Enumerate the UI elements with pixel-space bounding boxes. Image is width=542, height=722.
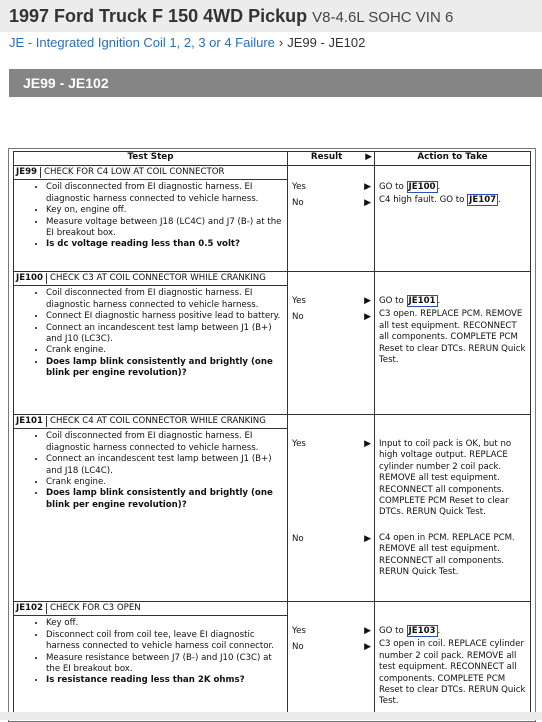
action-cell (375, 415, 531, 602)
step-bullets (16, 618, 284, 686)
step-link[interactable]: JE107 (469, 195, 497, 206)
step-title: CHECK C3 AT COIL CONNECTOR WHILE CRANKING (50, 273, 266, 283)
list-item: • Connect EI diagnostic harness positive lead to battery. (46, 311, 284, 322)
step-id: JE99 (16, 167, 41, 178)
action-text: Input to coil pack is OK, but no high voltage output. REPLACE cylinder number 2 coil pack. REMOVE all test equipment. RECONNECT all components. COMPLETE PCM Reset to clear DTCs. RERUN Quick Test. (379, 439, 512, 518)
diagnostic-table (13, 151, 531, 720)
step-bullets (16, 182, 284, 250)
list-item: • Crank engine. (46, 477, 284, 488)
document-image (8, 148, 536, 722)
action-cell (375, 272, 531, 415)
step-id: JE101 (16, 416, 47, 427)
vehicle-title: 1997 Ford Truck F 150 4WD Pickup (9, 6, 308, 26)
result-value: No ▶ (292, 534, 371, 544)
arrow-right-icon: ▶ (364, 312, 371, 322)
action-cell (375, 166, 531, 272)
table-header-row (14, 152, 531, 166)
list-item: • Coil disconnected from EI diagnostic harness. EI diagnostic harness connected to vehicle harness. (46, 431, 284, 454)
list-item: • Is resistance reading less than 2K ohms? (46, 675, 284, 686)
col-header-result: Result ▶ (288, 152, 375, 166)
step-link[interactable]: JE103 (408, 626, 436, 636)
section-band: JE99 - JE102 (9, 69, 542, 97)
action-text: C3 open. REPLACE PCM. REMOVE all test equipment. RECONNECT all components. COMPLETE PCM Reset to clear DTCs. RERUN Quick Test. (379, 309, 526, 366)
step-heading (14, 415, 287, 429)
step-link[interactable]: JE101 (408, 296, 436, 306)
test-step-cell (14, 272, 288, 415)
list-item: • Is dc voltage reading less than 0.5 volt? (46, 239, 284, 250)
breadcrumb-current: JE99 - JE102 (287, 35, 366, 50)
step-id: JE100 (16, 273, 47, 284)
result-value: Yes ▶ (292, 626, 371, 636)
list-item: • Measure voltage between J18 (LC4C) and J7 (B-) at the EI breakout box. (46, 217, 284, 240)
arrow-right-icon: ▶ (364, 534, 371, 544)
action-text: GO to JE100 . (379, 182, 441, 192)
action-text: GO to JE103 . (379, 626, 441, 636)
table-row (14, 272, 531, 415)
step-title: CHECK FOR C4 LOW AT COIL CONNECTOR (44, 167, 225, 177)
step-heading (14, 602, 287, 616)
arrow-right-icon: ▶ (364, 642, 371, 652)
col-header-test-step: Test Step (14, 152, 288, 166)
arrow-right-icon: ▶ (364, 296, 371, 306)
list-item: • Does lamp blink consistently and brightly (one blink per engine revolution)? (46, 488, 284, 511)
arrow-right-icon: ▶ (364, 626, 371, 636)
bottom-bar (0, 712, 542, 720)
list-item: • Crank engine. (46, 345, 284, 356)
arrow-right-icon: ▶ (364, 182, 371, 192)
result-cell (288, 415, 375, 602)
arrow-right-icon: ▶ (364, 198, 371, 208)
result-cell (288, 272, 375, 415)
result-value: No ▶ (292, 198, 371, 208)
chevron-right-icon: › (278, 35, 284, 50)
list-item: • Connect an incandescent test lamp between J1 (B+) and J10 (LC3C). (46, 323, 284, 346)
list-item: • Coil disconnected from EI diagnostic harness. EI diagnostic harness connected to vehicle harness. (46, 182, 284, 205)
step-title: CHECK FOR C3 OPEN (50, 603, 141, 613)
engine-subtitle: V8-4.6L SOHC VIN 6 (312, 9, 454, 26)
action-text: C4 open in PCM. REPLACE PCM. REMOVE all test equipment. RECONNECT all components. RERUN Quick Test. (379, 532, 515, 578)
table-row (14, 602, 531, 720)
list-item: • Key off. (46, 618, 284, 629)
test-step-cell (14, 166, 288, 272)
page-title (9, 6, 453, 27)
breadcrumb-link[interactable]: JE - Integrated Ignition Coil 1, 2, 3 or 4 Failure (9, 35, 275, 50)
result-value: Yes ▶ (292, 439, 371, 449)
list-item: • Measure resistance between J7 (B-) and J10 (C3C) at the EI breakout box. (46, 653, 284, 676)
result-value: No ▶ (292, 642, 371, 652)
step-bullets (16, 431, 284, 511)
list-item: • Does lamp blink consistently and brightly (one blink per engine revolution)? (46, 357, 284, 380)
table-row (14, 415, 531, 602)
step-id: JE102 (16, 603, 47, 614)
step-heading (14, 272, 287, 286)
result-cell (288, 166, 375, 272)
result-value: No ▶ (292, 312, 371, 322)
action-text: C3 open in coil. REPLACE cylinder number 2 coil pack. REMOVE all test equipment. RECONNECT all components. COMPLETE PCM Reset to clear DTCs. RERUN Quick Test. (379, 639, 526, 707)
step-title: CHECK C4 AT COIL CONNECTOR WHILE CRANKING (50, 416, 266, 426)
col-header-action: Action to Take (375, 152, 531, 166)
list-item: • Key on, engine off. (46, 205, 284, 216)
result-value: Yes ▶ (292, 182, 371, 192)
list-item: • Coil disconnected from EI diagnostic harness. EI diagnostic harness connected to vehicle harness. (46, 288, 284, 311)
top-header (0, 0, 542, 32)
step-heading (14, 166, 287, 180)
step-link[interactable]: JE100 (408, 182, 436, 192)
test-step-cell (14, 415, 288, 602)
table-row (14, 166, 531, 272)
arrow-right-icon: ▶ (364, 439, 371, 449)
test-step-cell (14, 602, 288, 720)
action-text: GO to JE101 . (379, 296, 441, 306)
result-value: Yes ▶ (292, 296, 371, 306)
result-cell (288, 602, 375, 720)
action-text: C4 high fault. GO to JE107 . (379, 195, 501, 206)
step-bullets (16, 288, 284, 379)
list-item: • Connect an incandescent test lamp between J1 (B+) and J18 (LC4C). (46, 454, 284, 477)
list-item: • Disconnect coil from coil tee, leave EI diagnostic harness connected to vehicle harness coil connector. (46, 630, 284, 653)
breadcrumb (9, 35, 365, 50)
action-cell (375, 602, 531, 720)
